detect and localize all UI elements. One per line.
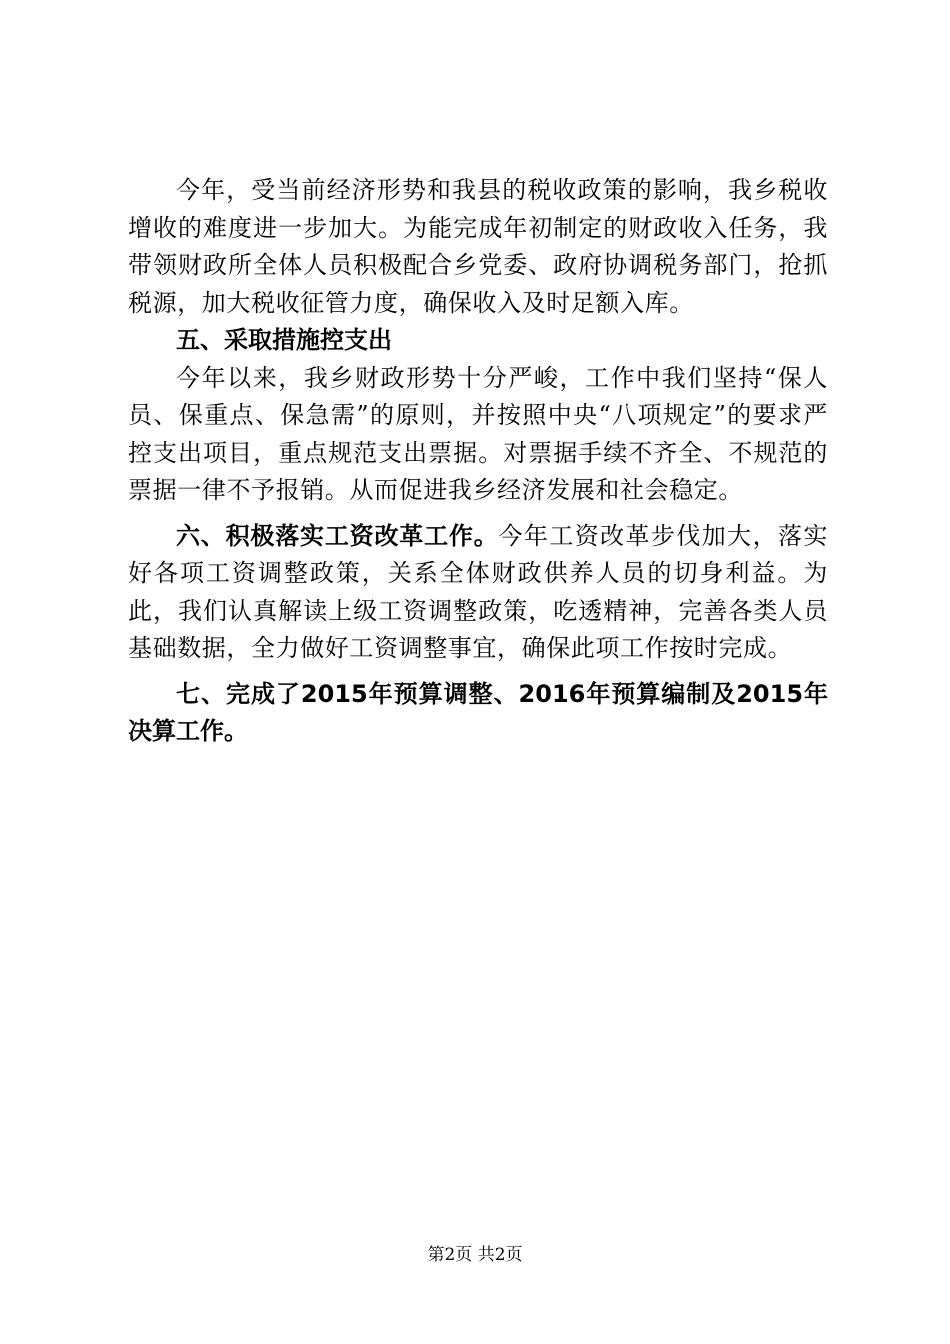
paragraph-expenditure: 今年以来，我乡财政形势十分严峻，工作中我们坚持“保人员、保重点、保急需”的原则，并按照中央“八项规定”的要求严控支出项目，重点规范支出票据。对票据手续不齐全、不规范的票据一律不予报销。从而促进我乡经济发展和社会稳定。 (128, 363, 828, 504)
document-body (128, 172, 828, 751)
heading-control-expenditure: 五、采取措施控支出 (176, 326, 392, 354)
salary-reform-text: 今年工资改革步伐加大，落实好各项工资调整政策，关系全体财政供养人员的切身利益。为此，我们认真解读上级工资调整政策，吃透精神，完善各类人员基础数据，全力做好工资调整事宜，确保此项工作按时完成。 (128, 521, 828, 662)
heading-salary-reform: 六、积极落实工资改革工作。 (176, 521, 499, 550)
page-footer: 第2页 共2页 (427, 1245, 523, 1265)
paragraph-tax-revenue: 今年，受当前经济形势和我县的税收政策的影响，我乡税收增收的难度进一步加大。为能完成年初制定的财政收入任务，我带领财政所全体人员积极配合乡党委、政府协调税务部门，抢抓税源，加大税收征管力度，确保收入及时足额入库。 (128, 176, 828, 317)
paragraph-salary-reform (128, 518, 828, 668)
heading-budget-work: 七、完成了2015年预算调整、2016年预算编制及2015年决算工作。 (128, 679, 828, 745)
